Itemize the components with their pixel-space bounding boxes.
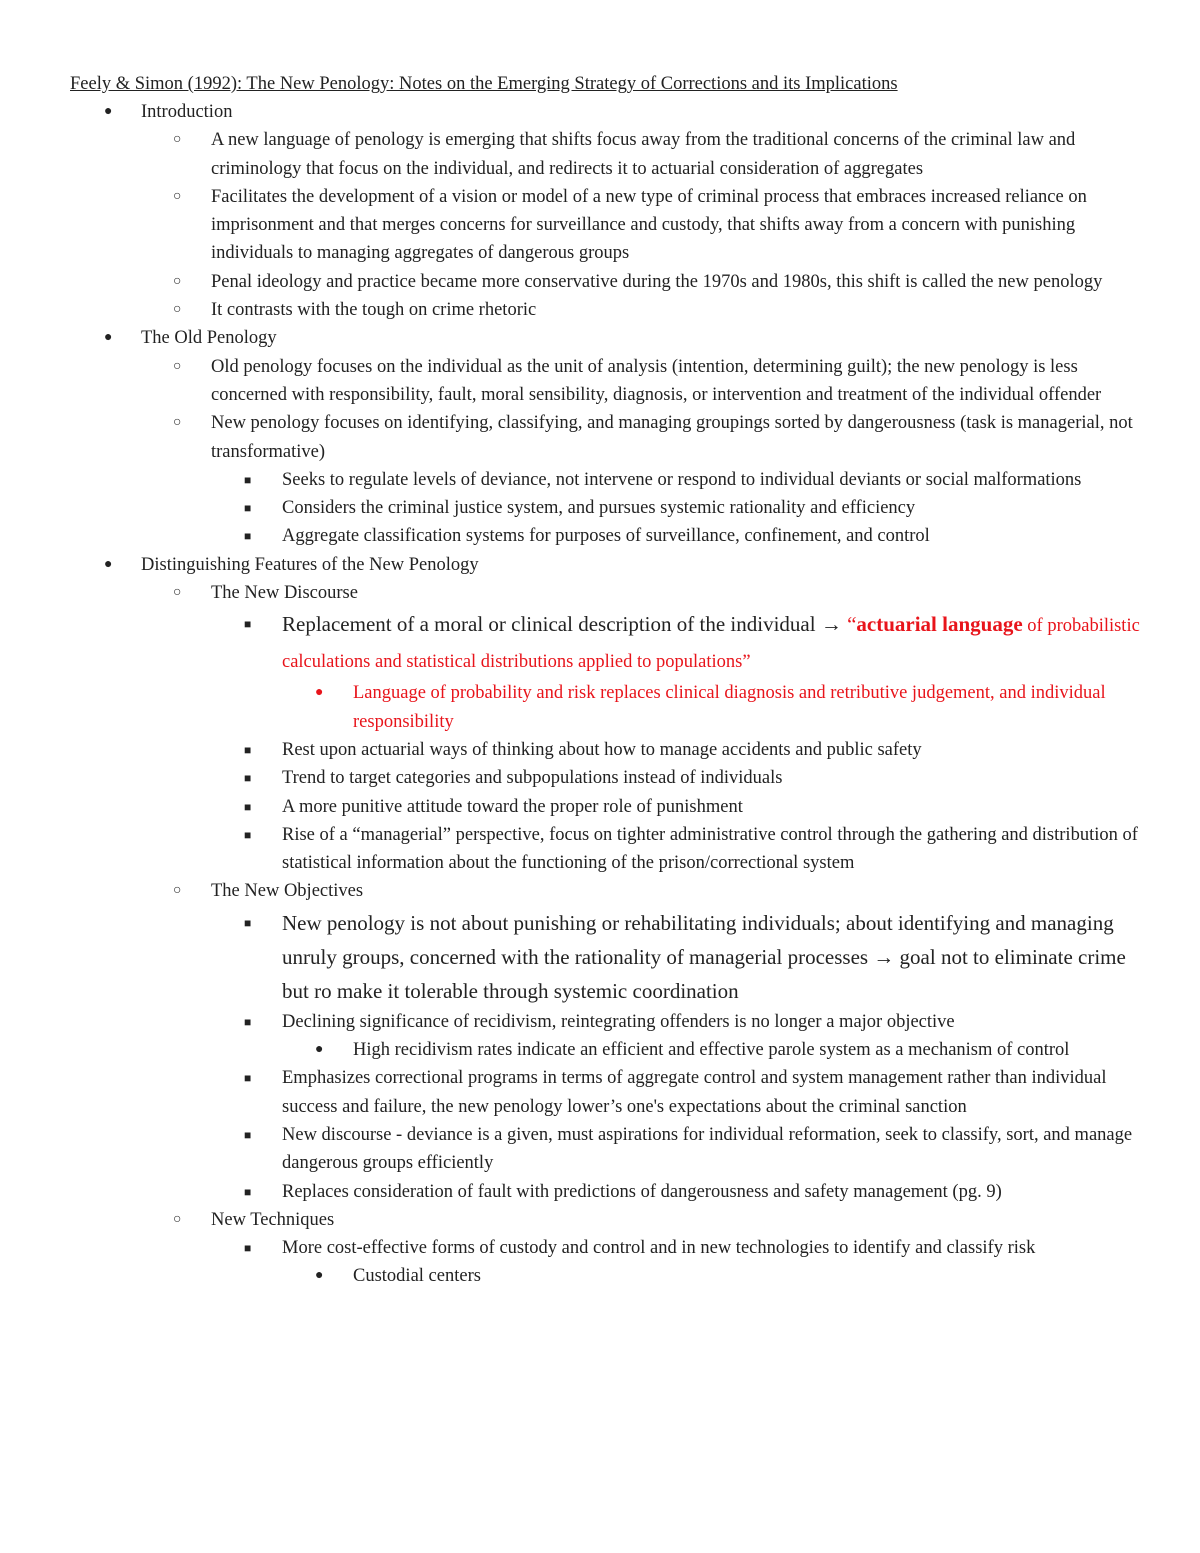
square-bullet-icon: [244, 607, 251, 641]
circle-bullet-icon: [173, 126, 181, 154]
circle-bullet-icon: [173, 409, 181, 437]
list-item-text: Replaces consideration of fault with predictions of dangerousness and safety management (pg. 9): [282, 1181, 1002, 1202]
subsection-heading-new-techniques: [70, 1206, 1140, 1234]
bullet-icon: [104, 324, 112, 352]
list-item: [70, 296, 1140, 324]
subsection-heading-new-objectives: [70, 877, 1140, 905]
list-item: [70, 1178, 1140, 1206]
section-heading-old-penology: [70, 324, 1140, 352]
square-bullet-icon: [244, 1234, 251, 1262]
subsection-heading-text: The New Objectives: [211, 881, 364, 902]
list-item: [70, 409, 1140, 466]
list-item: [70, 1234, 1140, 1262]
bullet-icon: [104, 98, 112, 126]
list-item-text: A more punitive attitude toward the proper role of punishment: [282, 796, 743, 817]
square-bullet-icon: [244, 821, 251, 849]
list-item-text: Rise of a “managerial” perspective, focus on tighter administrative control through the gathering and distribution of statistical information about the functioning of the prison/correctional system: [282, 824, 1138, 874]
bullet-icon: [104, 551, 112, 579]
list-item-text: Rest upon actuarial ways of thinking about how to manage accidents and public safety: [282, 739, 922, 760]
square-bullet-icon: [244, 1064, 251, 1092]
section-heading-introduction: [70, 98, 1140, 126]
circle-bullet-icon: [173, 268, 181, 296]
square-bullet-icon: [244, 1121, 251, 1149]
list-item: [70, 1008, 1140, 1036]
list-item-text: Seeks to regulate levels of deviance, not intervene or respond to individual deviants or social malformations: [282, 469, 1082, 490]
circle-bullet-icon: [173, 183, 181, 211]
list-item-text: Emphasizes correctional programs in terms of aggregate control and system management rather than individual success and failure, the new penology lower’s one's expectations about the criminal sanction: [282, 1068, 1107, 1117]
list-item-text: Aggregate classification systems for purposes of surveillance, confinement, and control: [282, 526, 930, 547]
list-item-text: Old penology focuses on the individual as the unit of analysis (intention, determining guilt); the new penology is less concerned with responsibility, fault, moral sensibility, diagnosis, or intervention and treatment of the individual offender: [211, 356, 1102, 405]
list-item: [70, 821, 1140, 878]
list-item: [70, 764, 1140, 792]
document-page: [70, 70, 1140, 1291]
list-item-text: High recidivism rates indicate an efficient and effective parole system as a mechanism of control: [353, 1040, 1070, 1061]
list-item-text: It contrasts with the tough on crime rhetoric: [211, 300, 537, 321]
list-item: [70, 353, 1140, 410]
square-bullet-icon: [244, 764, 251, 792]
list-item-text: Trend to target categories and subpopulations instead of individuals: [282, 768, 783, 789]
circle-bullet-icon: [173, 579, 181, 607]
square-bullet-icon: [244, 793, 251, 821]
list-item: [70, 1262, 1140, 1290]
list-item-text: A new language of penology is emerging that shifts focus away from the traditional concerns of the criminal law and criminology that focus on the individual, and redirects it to actuarial consideration of aggregates: [211, 130, 1076, 179]
list-item-text: Facilitates the development of a vision or model of a new type of criminal process that embraces increased reliance on imprisonment and that merges concerns for surveillance and custody, that shifts away from a concern with punishing individuals to managing aggregates of dangerous groups: [211, 186, 1087, 264]
list-item-text: New discourse - deviance is a given, must aspirations for individual reformation, seek to classify, sort, and manage dangerous groups efficiently: [282, 1124, 1133, 1174]
list-item: [70, 466, 1140, 494]
list-item-text: Declining significance of recidivism, reintegrating offenders is no longer a major objective: [282, 1011, 955, 1032]
square-bullet-icon: [244, 494, 251, 522]
square-bullet-icon: [244, 736, 251, 764]
circle-bullet-icon: [173, 877, 181, 905]
section-heading-text: Introduction: [141, 102, 233, 122]
bullet-icon: [315, 1036, 323, 1064]
square-bullet-icon: [244, 1008, 251, 1036]
square-bullet-icon: [244, 522, 251, 550]
list-item: [70, 736, 1140, 764]
list-item: [70, 679, 1140, 736]
list-item-text: More cost-effective forms of custody and control and in new technologies to identify and classify risk: [282, 1238, 1036, 1259]
subsection-heading-text: The New Discourse: [211, 583, 358, 604]
list-item-text: Penal ideology and practice became more conservative during the 1970s and 1980s, this shift is called the new penology: [211, 271, 1103, 292]
section-heading-distinguishing-features: [70, 551, 1140, 579]
section-heading-text: Distinguishing Features of the New Penology: [141, 554, 479, 575]
circle-bullet-icon: [173, 353, 181, 381]
list-item: [70, 183, 1140, 268]
square-bullet-icon: [244, 906, 251, 940]
subsection-heading-text: New Techniques: [211, 1209, 335, 1230]
list-item: [70, 522, 1140, 550]
list-item: [70, 1121, 1140, 1178]
square-bullet-icon: [244, 466, 251, 494]
document-title: Feely & Simon (1992): The New Penology: Notes on the Emerging Strategy of Corrections and its Implications: [70, 74, 898, 94]
list-item: [70, 1036, 1140, 1064]
list-item: [70, 906, 1140, 1008]
circle-bullet-icon: [173, 296, 181, 324]
list-item-actuarial-language: [70, 607, 1140, 679]
list-item-text: Considers the criminal justice system, and pursues systemic rationality and efficiency: [282, 498, 916, 519]
quote-open-text: “: [847, 612, 857, 637]
list-item: [70, 494, 1140, 522]
list-item: [70, 1064, 1140, 1121]
list-item-text: Custodial centers: [353, 1266, 481, 1287]
bullet-icon: [315, 1262, 323, 1290]
bullet-icon: [315, 679, 323, 707]
section-heading-text: The Old Penology: [141, 328, 277, 349]
list-item-text: Replacement of a moral or clinical description of the individual →: [282, 612, 848, 637]
list-item-text: New penology focuses on identifying, classifying, and managing groupings sorted by dangerousness (task is managerial, not transformative): [211, 413, 1133, 462]
list-item: [70, 793, 1140, 821]
square-bullet-icon: [244, 1178, 251, 1206]
circle-bullet-icon: [173, 1206, 181, 1234]
highlighted-term: actuarial language: [856, 612, 1023, 637]
subsection-heading-new-discourse: [70, 579, 1140, 607]
list-item: [70, 126, 1140, 183]
list-item: [70, 268, 1140, 296]
list-item-text: New penology is not about punishing or rehabilitating individuals; about identifying and managing unruly groups, concerned with the rationality of managerial processes → goal not to eliminate crime but ro make it tolerable through systemic coordination: [282, 910, 1126, 1003]
list-item-text: Language of probability and risk replaces clinical diagnosis and retributive judgement, and individual responsibility: [353, 683, 1106, 732]
highlighted-quote-text: of probabilistic calculations and statistical distributions applied to populations”: [282, 616, 1140, 673]
